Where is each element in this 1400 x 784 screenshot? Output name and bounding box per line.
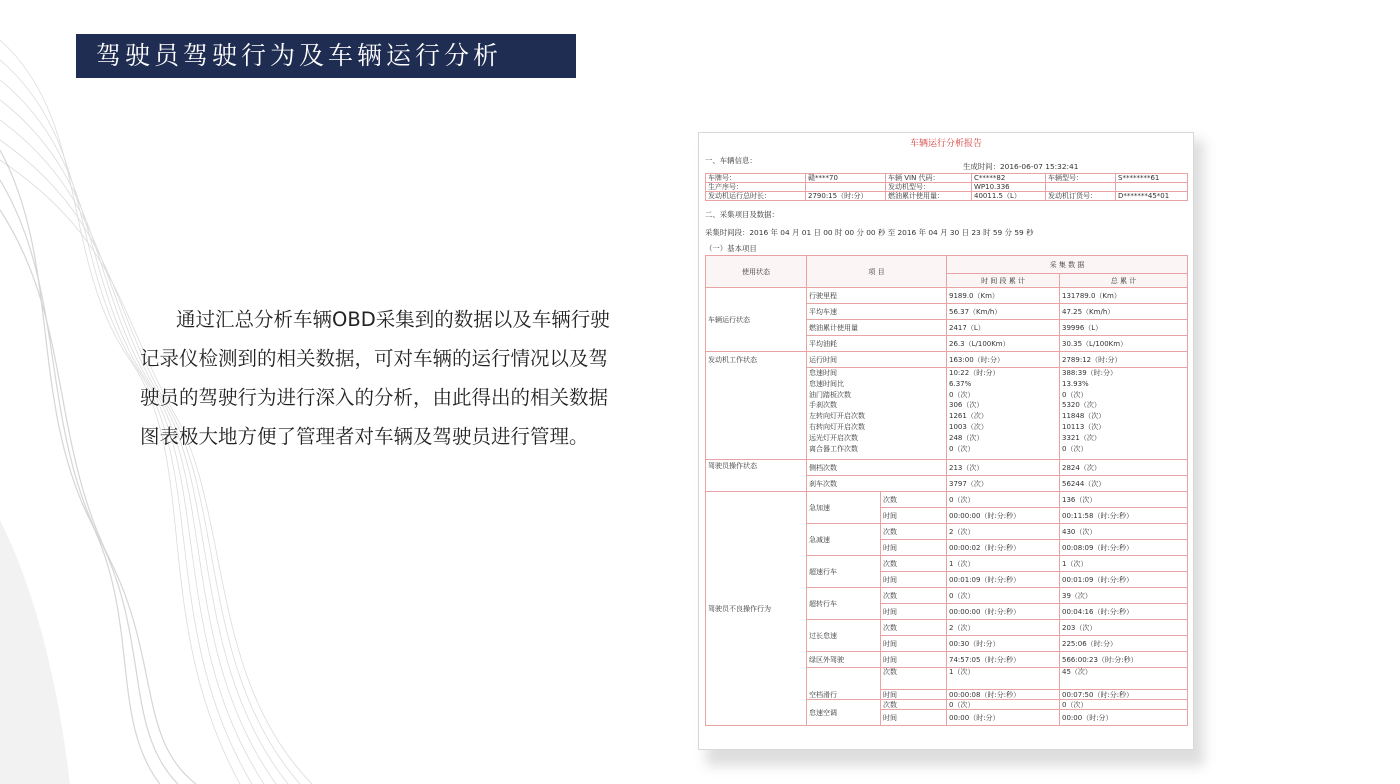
info-cell: 40011.5（L） xyxy=(972,192,1046,201)
value-cell: 56244（次） xyxy=(1060,476,1188,492)
value-cell: 0（次） xyxy=(1060,700,1188,710)
sub-item-cell: 时间 xyxy=(881,710,947,726)
sub-item-cell: 次数 xyxy=(881,556,947,572)
value-cell: 00:00:00（时:分:秒） xyxy=(947,508,1060,524)
vehicle-report-document xyxy=(698,132,1194,750)
group-engine: 发动机工作状态 xyxy=(706,352,807,460)
item-cell: 平均车速 xyxy=(807,304,947,320)
value-cell: 00:08:09（时:分:秒） xyxy=(1060,540,1188,556)
sub-item-cell: 次数 xyxy=(881,492,947,508)
value-cell: 131789.0（Km） xyxy=(1060,288,1188,304)
sub-item-cell: 次数 xyxy=(881,668,947,690)
sub-item-cell: 次数 xyxy=(881,620,947,636)
value-cell: 213（次） xyxy=(947,460,1060,476)
table-row xyxy=(706,460,1188,476)
sub-item-cell: 次数 xyxy=(881,524,947,540)
sub-item-cell: 次数 xyxy=(881,588,947,604)
collection-period: 采集时间段：2016 年 04 月 01 日 00 时 00 分 00 秒 至 2016 年 04 月 30 日 23 时 59 分 59 秒 xyxy=(705,228,1034,237)
value-cell: 566:00:23（时:分:秒） xyxy=(1060,652,1188,668)
section-vehicle-info: 一、车辆信息： xyxy=(705,156,757,165)
info-cell: 燃油累计使用量： xyxy=(886,192,972,201)
table-row xyxy=(706,183,1188,192)
value-cell: 45（次） xyxy=(1060,668,1188,690)
info-cell: 赣****70 xyxy=(806,174,886,183)
info-cell xyxy=(1046,183,1116,192)
description-text xyxy=(140,300,616,456)
item-cell: 怠速空调 xyxy=(807,700,881,726)
value-cell: 39（次） xyxy=(1060,588,1188,604)
report-title: 车辆运行分析报告 xyxy=(909,139,982,149)
value-cell: 00:00:00（时:分:秒） xyxy=(947,604,1060,620)
table-row xyxy=(706,352,1188,368)
sub-item-cell: 时间 xyxy=(881,604,947,620)
value-cell: 1（次） xyxy=(947,556,1060,572)
basic-items-table xyxy=(705,255,1188,726)
value-cell: 00:30（时:分） xyxy=(947,636,1060,652)
table-row xyxy=(706,492,1188,508)
sub-item-cell: 时间 xyxy=(881,652,947,668)
sub-item-cell: 时间 xyxy=(881,636,947,652)
value-cell: 00:04:16（时:分:秒） xyxy=(1060,604,1188,620)
info-cell: 发动机型号： xyxy=(886,183,972,192)
item-cell: 过长怠速 xyxy=(807,620,881,652)
value-cell: 2（次） xyxy=(947,524,1060,540)
value-cell: 30.35（L/100Km） xyxy=(1060,336,1188,352)
value-cell: 00:01:09（时:分:秒） xyxy=(947,572,1060,588)
item-cell: 侧档次数 xyxy=(807,460,947,476)
value-cell: 00:00:02（时:分:秒） xyxy=(947,540,1060,556)
info-cell: 车牌号： xyxy=(706,174,806,183)
value-cell: 2417（L） xyxy=(947,320,1060,336)
value-cell: 00:11:58（时:分:秒） xyxy=(1060,508,1188,524)
info-cell xyxy=(1116,183,1188,192)
value-cell: 74:57:05（时:分:秒） xyxy=(947,652,1060,668)
info-cell: 生产序号： xyxy=(706,183,806,192)
value-cell: 225:06（时:分） xyxy=(1060,636,1188,652)
info-cell: 发动机运行总时长： xyxy=(706,192,806,201)
sub-item-cell: 时间 xyxy=(881,572,947,588)
header-period-total: 时 间 段 累 计 xyxy=(947,274,1060,288)
header-item: 项 目 xyxy=(807,256,947,288)
value-cell: 203（次） xyxy=(1060,620,1188,636)
table-row xyxy=(706,174,1188,183)
value-cell: 1（次） xyxy=(1060,556,1188,572)
sub-item-cell: 时间 xyxy=(881,508,947,524)
table-row xyxy=(706,192,1188,201)
table-row xyxy=(706,288,1188,304)
info-cell: D*******45*01 xyxy=(1116,192,1188,201)
value-cell: 430（次） xyxy=(1060,524,1188,540)
section-collection: 二、采集项目及数据： xyxy=(705,210,779,219)
value-cell: 388:39（时:分） 13.93% 0（次） 5320（次） 11848（次） 10113（次） 3321（次） 0（次） xyxy=(1060,368,1188,460)
value-cell: 00:00（时:分） xyxy=(1060,710,1188,726)
item-cell: 运行时间 xyxy=(807,352,947,368)
group-bad-behavior: 驾驶员不良操作行为 xyxy=(706,492,807,726)
value-cell: 0（次） xyxy=(947,588,1060,604)
value-cell: 10:22（时:分） 6.37% 0（次） 306（次） 1261（次） 1003（次） 248（次） 0（次） xyxy=(947,368,1060,460)
info-cell: 车辆 VIN 代码： xyxy=(886,174,972,183)
info-cell: WP10.336 xyxy=(972,183,1046,192)
item-cell: 怠速时间 怠速时间比 油门踏板次数 手刹次数 左转向灯开启次数 右转向灯开启次数 远光灯开启次数 离合器工作次数 xyxy=(807,368,947,460)
info-cell xyxy=(806,183,886,192)
info-cell: 发动机订货号： xyxy=(1046,192,1116,201)
item-cell: 平均油耗 xyxy=(807,336,947,352)
vehicle-info-table xyxy=(705,173,1188,201)
value-cell: 163:00（时:分） xyxy=(947,352,1060,368)
value-cell: 2789:12（时:分） xyxy=(1060,352,1188,368)
info-cell: 车辆型号： xyxy=(1046,174,1116,183)
value-cell: 00:00（时:分） xyxy=(947,710,1060,726)
value-cell: 56.37（Km/h） xyxy=(947,304,1060,320)
value-cell: 2824（次） xyxy=(1060,460,1188,476)
item-cell: 急加速 xyxy=(807,492,881,524)
value-cell: 00:01:09（时:分:秒） xyxy=(1060,572,1188,588)
value-cell: 136（次） xyxy=(1060,492,1188,508)
info-cell: S********61 xyxy=(1116,174,1188,183)
header-total: 总 累 计 xyxy=(1060,274,1188,288)
value-cell: 0（次） xyxy=(947,492,1060,508)
value-cell: 9189.0（Km） xyxy=(947,288,1060,304)
description-paragraph: 通过汇总分析车辆OBD采集到的数据以及车辆行驶记录仪检测到的相关数据，可对车辆的运行情况以及驾驶员的驾驶行为进行深入的分析，由此得出的相关数据图表极大地方便了管理者对车辆及驾驶员进行管理。 xyxy=(140,308,610,448)
generated-time: 生成时间：2016-06-07 15:32:41 xyxy=(963,162,1079,171)
header-data: 采 集 数 据 xyxy=(947,256,1188,274)
item-cell: 绿区外驾驶 xyxy=(807,652,881,668)
header-status: 使用状态 xyxy=(706,256,807,288)
value-cell: 0（次） xyxy=(947,700,1060,710)
page-title: 驾驶员驾驶行为及车辆运行分析 xyxy=(76,34,576,78)
table-header-row xyxy=(706,256,1188,274)
item-cell: 超转行车 xyxy=(807,588,881,620)
info-cell: 2790:15（时:分） xyxy=(806,192,886,201)
group-vehicle: 车辆运行状态 xyxy=(706,288,807,352)
value-cell: 47.25（Km/h） xyxy=(1060,304,1188,320)
item-cell: 燃油累计使用量 xyxy=(807,320,947,336)
value-cell: 39996（L） xyxy=(1060,320,1188,336)
value-cell: 26.3（L/100Km） xyxy=(947,336,1060,352)
item-cell: 行驶里程 xyxy=(807,288,947,304)
group-driver: 驾驶员操作状态 xyxy=(706,460,807,492)
sub-item-cell: 时间 xyxy=(881,540,947,556)
value-cell: 2（次） xyxy=(947,620,1060,636)
info-cell: C*****82 xyxy=(972,174,1046,183)
item-cell: 刹车次数 xyxy=(807,476,947,492)
item-cell: 急减速 xyxy=(807,524,881,556)
item-cell: 超速行车 xyxy=(807,556,881,588)
subsection-basic: （一）基本项目 xyxy=(705,244,757,253)
value-cell: 00:00:08（时:分:秒） xyxy=(947,690,1060,700)
sub-item-cell: 次数 xyxy=(881,700,947,710)
sub-item-cell: 时间 xyxy=(881,690,947,700)
value-cell: 1（次） xyxy=(947,668,1060,690)
value-cell: 00:07:50（时:分:秒） xyxy=(1060,690,1188,700)
item-cell: 空档滑行 xyxy=(807,668,881,700)
value-cell: 3797（次） xyxy=(947,476,1060,492)
